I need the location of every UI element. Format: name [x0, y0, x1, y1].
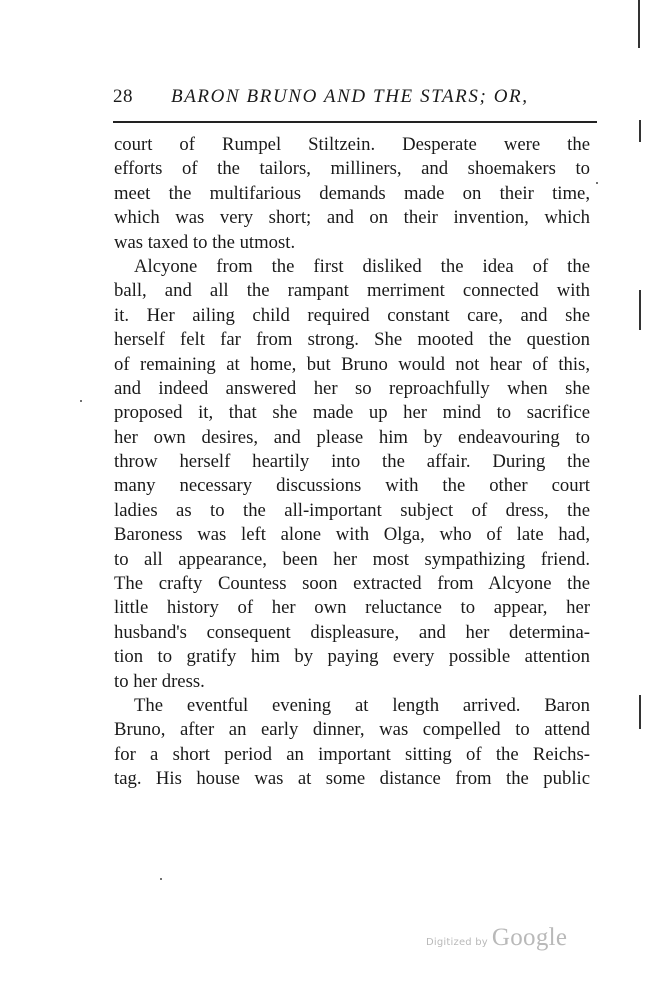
text-line: Alcyone from the first disliked the idea of the — [134, 255, 590, 277]
text-line: ball, and all the rampant merriment connected with — [114, 280, 590, 302]
margin-mark-lower — [639, 695, 641, 729]
text-line: ladies as to the all-important subject of dress, the — [114, 499, 590, 521]
text-line: husband's consequent displeasure, and her determina- — [114, 621, 590, 643]
digitized-watermark — [426, 924, 567, 952]
text-line: herself felt far from strong. She mooted the question — [114, 329, 590, 351]
text-line: tag. His house was at some distance from the public — [114, 768, 590, 790]
running-title: BARON BRUNO AND THE STARS; OR, — [171, 86, 529, 107]
body-text — [114, 133, 590, 792]
text-line: little history of her own reluctance to appear, her — [114, 597, 590, 619]
text-line: was taxed to the utmost. — [114, 231, 296, 253]
text-line: her own desires, and please him by endeavouring to — [114, 426, 590, 448]
text-line: Baroness was left alone with Olga, who of late had, — [114, 524, 590, 546]
text-line: many necessary discussions with the other court — [114, 475, 590, 497]
text-line: efforts of the tailors, milliners, and shoemakers to — [114, 158, 590, 180]
scan-speck — [160, 878, 162, 880]
scan-speck — [80, 400, 82, 402]
text-line: to all appearance, been her most sympathizing friend. — [114, 548, 590, 570]
watermark-prefix: Digitized by — [426, 937, 488, 948]
text-line: throw herself heartily into the affair. During the — [114, 451, 590, 473]
text-line: proposed it, that she made up her mind to sacrifice — [114, 402, 590, 424]
google-logo: Google — [491, 924, 568, 951]
margin-mark-top — [638, 0, 640, 48]
header-rule — [113, 121, 597, 123]
text-line: which was very short; and on their invention, which — [114, 207, 590, 229]
text-line: Bruno, after an early dinner, was compelled to attend — [114, 719, 590, 741]
text-line: and indeed answered her so reproachfully when she — [114, 377, 590, 399]
page-number: 28 — [113, 86, 133, 107]
text-line: it. Her ailing child required constant care, and she — [114, 304, 590, 326]
text-line: court of Rumpel Stiltzein. Desperate were the — [114, 134, 590, 155]
text-line: for a short period an important sitting of the Reichs- — [114, 743, 590, 765]
text-line: of remaining at home, but Bruno would not hear of this, — [114, 353, 590, 375]
text-line: The crafty Countess soon extracted from Alcyone the — [114, 573, 590, 595]
text-line: tion to gratify him by paying every possible attention — [114, 646, 590, 668]
margin-mark-upper — [639, 120, 641, 142]
margin-mark-middle — [639, 290, 641, 330]
text-line: The eventful evening at length arrived. Baron — [134, 694, 590, 716]
page-header — [113, 84, 591, 114]
text-line: meet the multifarious demands made on their time, — [114, 182, 590, 204]
scan-speck — [596, 182, 598, 184]
text-line: to her dress. — [114, 670, 205, 692]
